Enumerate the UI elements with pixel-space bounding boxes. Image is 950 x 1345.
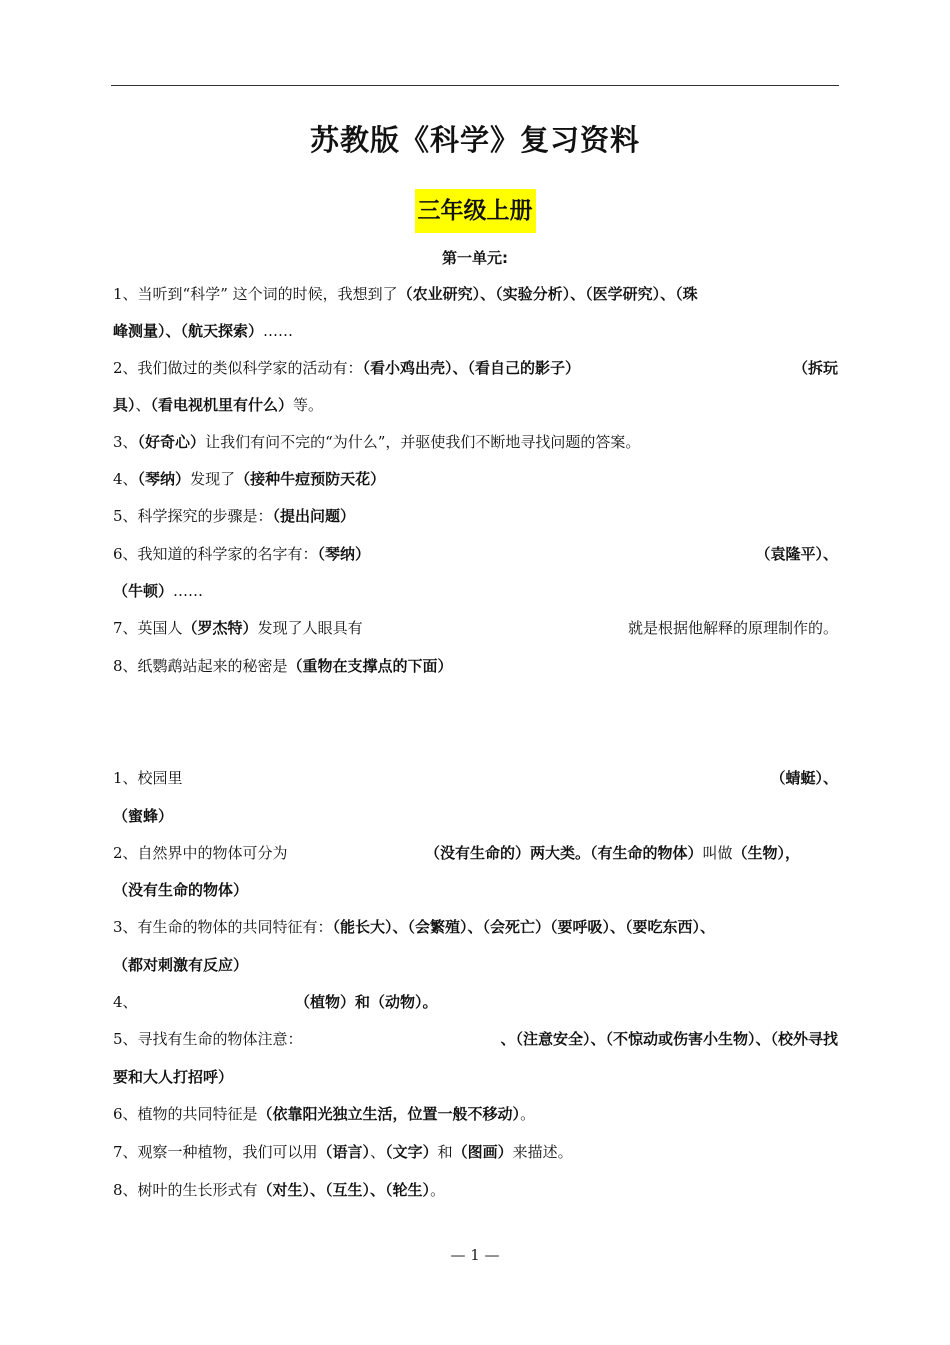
answer: （图画） — [452, 1143, 513, 1161]
answer: （没有生命的物体） — [113, 881, 249, 899]
text: 8、树叶的生长形式有 — [113, 1181, 258, 1199]
paragraph-10-cont — [113, 877, 838, 903]
document-title: 苏教版《科学》复习资料 — [309, 123, 640, 157]
answer: （农业研究）、（实验分析）、（医学研究）、（珠 — [397, 285, 698, 303]
answer: 具） — [113, 396, 136, 414]
paragraph-8 — [113, 653, 838, 679]
answer: （语言） — [317, 1143, 371, 1161]
text: 3、 — [113, 433, 138, 451]
answer: （提出问题） — [272, 507, 356, 525]
text: 就是根据他解释的原理制作的。 — [627, 619, 838, 637]
text: 7、英国人 — [113, 619, 183, 637]
text: 3、有生命的物体的共同特征有： — [113, 918, 333, 936]
paragraph-6 — [113, 541, 838, 567]
header-rule — [111, 85, 839, 86]
answer: （能长大）、（会繁殖）、（会死亡）（要呼吸）、（要吃东西）、 — [332, 918, 716, 936]
text: 。 — [430, 1181, 446, 1199]
text: 让我们有问不完的“为什么”，并驱使我们不断地寻找问题的答案。 — [205, 433, 641, 451]
page-number: — 1 — — [450, 1246, 500, 1264]
text: 5、寻找有生命的物体注意： — [113, 1030, 303, 1048]
answer: 、（注意安全）、（不惊动或伤害小生物）、（校外寻找 — [500, 1030, 838, 1048]
text: 5、科学探究的步骤是： — [113, 507, 273, 525]
answer: （依靠阳光独立生活，位置一般不移动） — [257, 1105, 521, 1123]
paragraph-2 — [113, 355, 838, 381]
paragraph-10 — [113, 840, 838, 866]
answer: （琴纳） — [317, 545, 371, 563]
text: 4、 — [113, 993, 138, 1011]
paragraph-13-cont — [113, 1064, 838, 1090]
text: 、 — [135, 396, 151, 414]
text: 2、自然界中的物体可分为 — [113, 844, 288, 862]
paragraph-6-cont — [113, 578, 838, 604]
answer: （拆玩 — [792, 359, 838, 377]
answer: （都对刺激有反应） — [113, 956, 249, 974]
paragraph-13 — [113, 1026, 838, 1052]
paragraph-4 — [113, 466, 838, 492]
text: 1、当听到“科学” 这个词的时候，我想到了 — [113, 285, 398, 303]
answer: （蜻蜓）、 — [770, 769, 838, 787]
answer: （袁隆平）、 — [755, 545, 838, 563]
paragraph-7 — [113, 615, 838, 641]
answer: （植物）和（动物）。 — [295, 993, 438, 1011]
answer: 要和大人打招呼） — [113, 1068, 234, 1086]
answer: （蜜蜂） — [113, 807, 174, 825]
grade-heading: 三年级上册 — [415, 189, 536, 233]
answer: （接种牛痘预防天花） — [235, 470, 386, 488]
answer: （对生）、（互生）、（轮生） — [257, 1181, 431, 1199]
unit-heading: 第一单元: — [442, 249, 508, 267]
text: 6、植物的共同特征是 — [113, 1105, 258, 1123]
text: 2、我们做过的类似科学家的活动有： — [113, 359, 363, 377]
paragraph-11 — [113, 914, 838, 940]
answer: （重物在支撑点的下面） — [287, 657, 453, 675]
text: …… — [263, 322, 294, 340]
text: 8、纸鹦鹉站起来的秘密是 — [113, 657, 288, 675]
text: 和 — [437, 1143, 453, 1161]
paragraph-2-cont — [113, 392, 838, 418]
grade-heading-wrap — [0, 189, 950, 233]
answer: （看小鸡出壳）、（看自己的影子） — [362, 359, 581, 377]
text: …… — [173, 582, 204, 600]
text: 4、 — [113, 470, 138, 488]
paragraph-9 — [113, 765, 838, 791]
answer: （罗杰特） — [182, 619, 258, 637]
answer: （琴纳） — [137, 470, 191, 488]
paragraph-14 — [113, 1101, 838, 1127]
text: 。 — [520, 1105, 536, 1123]
paragraph-16 — [113, 1177, 838, 1203]
text: 6、我知道的科学家的名字有： — [113, 545, 318, 563]
text: 发现了人眼具有 — [257, 619, 363, 637]
text: 等。 — [293, 396, 324, 414]
text: 、 — [370, 1143, 386, 1161]
text: 发现了 — [190, 470, 236, 488]
answer: （牛顿） — [113, 582, 174, 600]
paragraph-1-cont — [113, 318, 838, 344]
paragraph-15 — [113, 1139, 838, 1165]
answer: 峰测量）、（航天探索） — [113, 322, 264, 340]
paragraph-12 — [113, 989, 838, 1015]
answer: （好奇心） — [137, 433, 206, 451]
answer: （没有生命的）两大类。（有生命的物体） — [425, 844, 703, 862]
paragraph-3 — [113, 429, 838, 455]
paragraph-11-cont — [113, 952, 838, 978]
answer: （文字） — [385, 1143, 438, 1161]
paragraph-9-cont — [113, 803, 838, 829]
paragraph-10-right — [425, 840, 800, 866]
text: 7、观察一种植物，我们可以用 — [113, 1143, 318, 1161]
answer: （生物）， — [732, 844, 801, 862]
answer: （看电视机里有什么） — [150, 396, 294, 414]
paragraph-1 — [113, 281, 838, 307]
paragraph-5 — [113, 503, 838, 529]
text: 1、校园里 — [113, 769, 183, 787]
text: 叫做 — [702, 844, 733, 862]
text: 来描述。 — [512, 1143, 573, 1161]
